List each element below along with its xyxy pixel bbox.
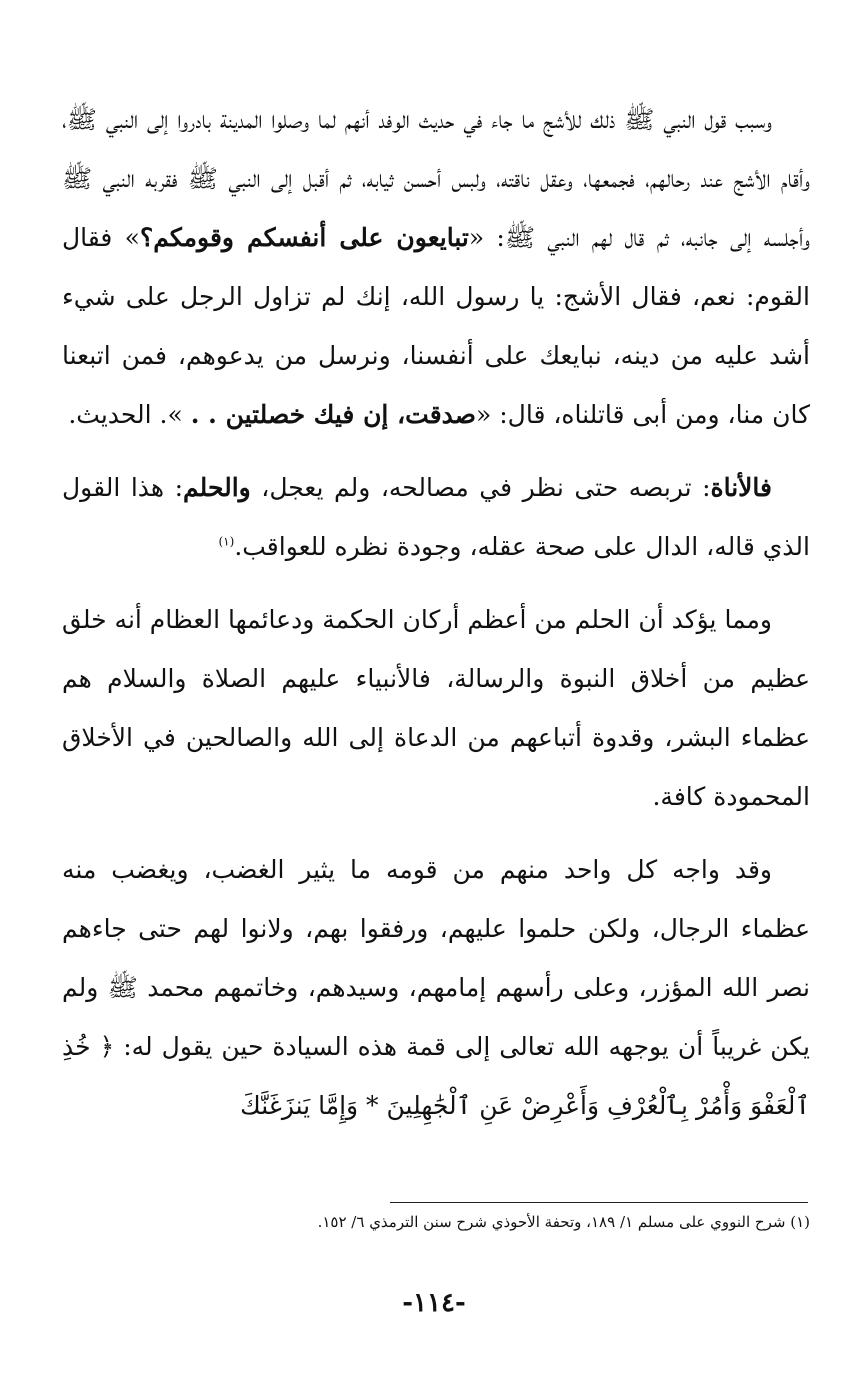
paragraph-text: : هذا القول الذي قاله، الدال على صحة عقله، وجودة نظره للعواقب. — [62, 473, 810, 561]
bold-quote: تبايعون على أنفسكم وقومكم؟ — [139, 223, 469, 252]
footnote-divider — [390, 1202, 808, 1203]
bold-term: والحلم — [183, 473, 251, 502]
paragraph-text: ». الحديث. — [68, 400, 191, 429]
paragraph-anah-hilm — [62, 458, 810, 576]
paragraph-text: » فقال القوم: نعم، فقال الأشج: يا رسول الله، إنك لم تزاول الرجل على شيء أشد عليه من دينه، نبايعك على أنفسنا، ونرسل من يدعوهم، فمن اتبعنا كان منا، ومن أبى قاتلناه، قال: « — [62, 223, 810, 429]
footnote-reference: (١) — [218, 534, 235, 549]
page-number: -١١٤- — [402, 1288, 466, 1318]
page-body — [62, 90, 810, 1149]
paragraph-prophets-forbearance: ومما يؤكد أن الحلم من أعظم أركان الحكمة ودعائمها العظام أنه خلق عظيم من أخلاق النبوة والرسالة، فالأنبياء عليهم الصلاة والسلام هم عظماء البشر، وقدوة أتباعهم من الدعاة إلى الله والصالحين في الأخلاق المحمودة كافة. — [62, 605, 810, 811]
footnote: (١) شرح النووي على مسلم ١/ ١٨٩، وتحفة الأحوذي شرح سنن الترمذي ٦/ ١٥٢. — [317, 1213, 810, 1231]
paragraph-prophets-people: وقد واجه كل واحد منهم من قومه ما يثير الغضب، ويغضب منه عظماء الرجال، ولكن حلموا عليهم، ورفقوا بهم، ولانوا لهم حتى جاءهم نصر الله المؤزر، وعلى رأسهم إمامهم، وسيدهم، وخاتمهم محمد ﷺ ولم يكن غريباً أن يوجهه الله تعالى إلى قمة هذه السيادة حين يقول له: ﴿ خُذِ ٱلْعَفْوَ وَأْمُرْ بِٱلْعُرْفِ وَأَعْرِضْ عَنِ ٱلْجَٰهِلِينَ * وَإِمَّا يَنزَغَنَّكَ — [62, 855, 810, 1120]
bold-quote: صدقت، إن فيك خصلتين . . — [190, 400, 476, 429]
paragraph-text: وسبب قول النبي ﷺ ذلك للأشج ما جاء في حديث الوفد أنهم لما وصلوا المدينة بادروا إلى النبي ﷺ، وأقام الأشج عند رحالهم، فجمعها، وعقل ناقته، ولبس أحسن ثيابه، ثم أقبل إلى النبي ﷺ فقربه النبي ﷺ وأجلسه إلى جانبه، ثم قال لهم النبي ﷺ: « — [62, 105, 810, 252]
paragraph-text: : تربصه حتى نظر في مصالحه، ولم يعجل، — [250, 473, 711, 502]
bold-term: فالأناة — [710, 473, 772, 502]
paragraph-hadith-delegation — [62, 90, 810, 444]
